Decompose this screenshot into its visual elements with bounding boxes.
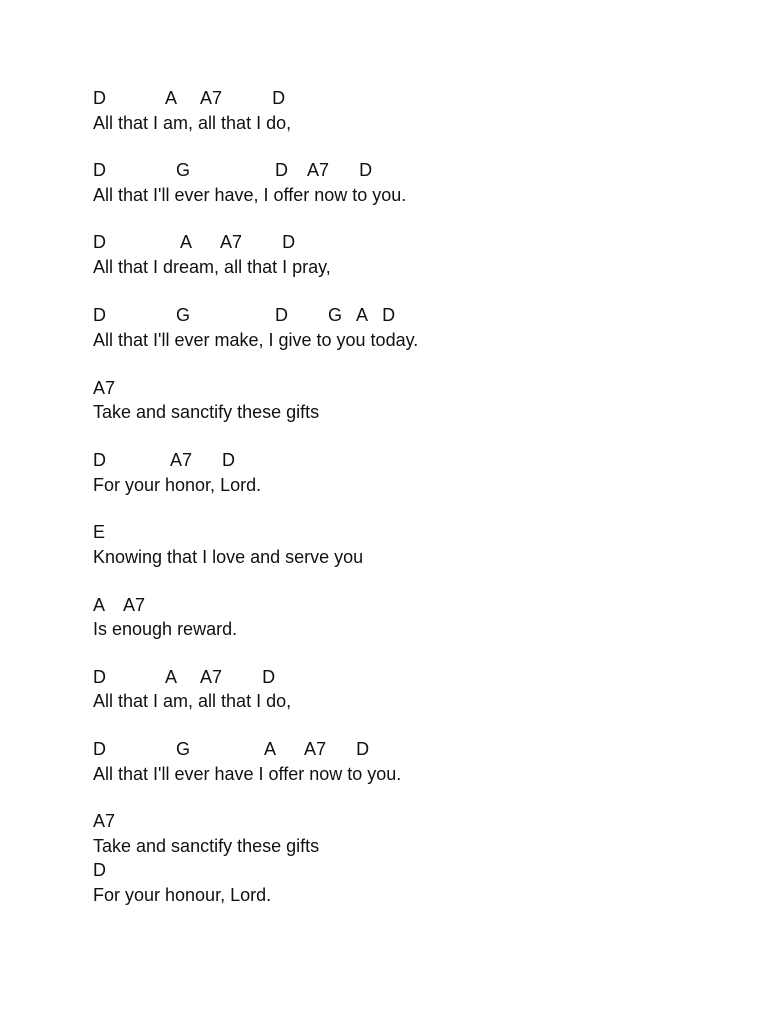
lyric-line: For your honor, Lord. [93, 475, 262, 495]
chord-line: D A A7 D [93, 88, 286, 108]
chord-line: D G A A7 D [93, 739, 370, 759]
chord-line: D A A7 D [93, 232, 296, 252]
lyric-line: All that I am, all that I do, [93, 691, 292, 711]
chord-line: A7 [93, 378, 116, 398]
chord-line: E [93, 522, 106, 542]
lyric-line: All that I'll ever make, I give to you today. [93, 330, 419, 350]
lyric-line: Is enough reward. [93, 619, 238, 639]
chord-line: A A7 [93, 595, 146, 615]
chord-line: D A7 D [93, 450, 236, 470]
lyric-line: All that I am, all that I do, [93, 113, 292, 133]
lyric-line: Knowing that I love and serve you [93, 547, 364, 567]
lyric-line: For your honour, Lord. [93, 885, 272, 905]
lyric-line: Take and sanctify these gifts [93, 836, 320, 856]
lyric-line: All that I dream, all that I pray, [93, 257, 331, 277]
chord-line: D G D G A D [93, 305, 396, 325]
chord-line: D G D A7 D [93, 160, 373, 180]
chord-line: A7 [93, 811, 116, 831]
lyric-line: All that I'll ever have I offer now to you. [93, 764, 402, 784]
lyric-line: Take and sanctify these gifts [93, 402, 320, 422]
lyric-line: All that I'll ever have, I offer now to you. [93, 185, 407, 205]
chord-line: D [93, 860, 106, 880]
chord-line: D A A7 D [93, 667, 276, 687]
